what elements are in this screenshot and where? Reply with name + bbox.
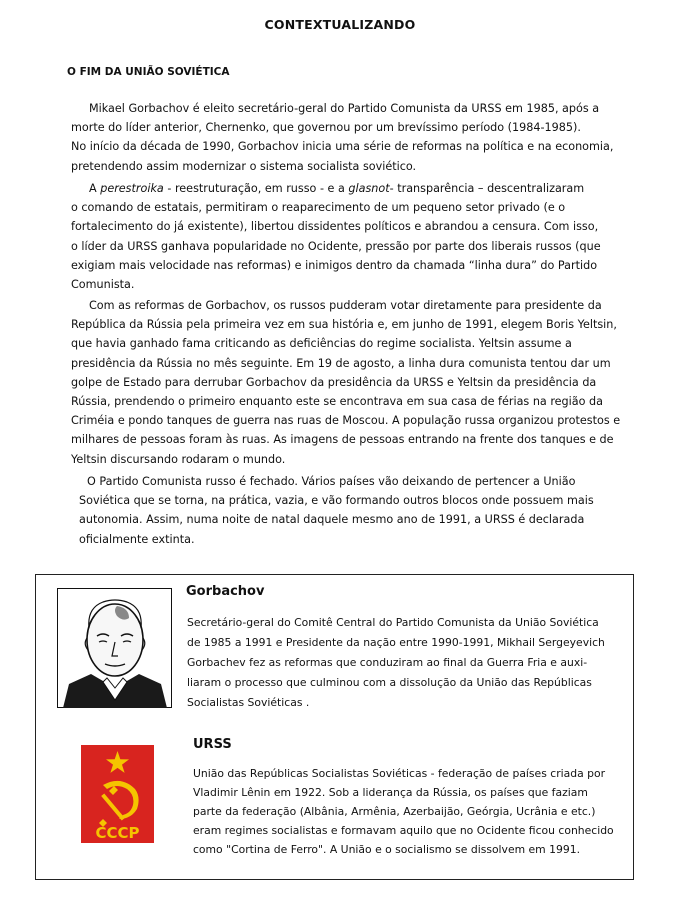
paragraph-1 <box>71 99 613 176</box>
paragraph-2 <box>71 179 601 294</box>
text-line: Soviética que se torna, na prática, vazia, e vão formando outros blocos onde possuem mais <box>79 494 594 508</box>
section-title: O FIM DA UNIÃO SOVIÉTICA <box>67 66 230 78</box>
text-line: Gorbachev fez as reformas que conduziram ao final da Guerra Fria e auxi- <box>187 656 588 669</box>
flag-text: CCCP <box>95 824 140 842</box>
ussr-flag <box>81 745 154 843</box>
gorbachov-heading: Gorbachov <box>186 584 265 599</box>
text-line: morte do líder anterior, Chernenko, que governou por um brevíssimo período (1984-1985). <box>71 121 581 135</box>
text-line: Secretário-geral do Comitê Central do Partido Comunista da União Soviética <box>187 616 599 629</box>
text-line: pretendendo assim modernizar o sistema socialista soviético. <box>71 159 417 173</box>
text-line: milhares de pessoas foram às ruas. As imagens de pessoas entrando na frente dos tanques e de <box>71 433 614 447</box>
text-line: de 1985 a 1991 e Presidente da nação entre 1990-1991, Mikhail Sergeyevich <box>187 636 605 649</box>
urss-heading: URSS <box>193 737 232 752</box>
text-line: presidência da Rússia no mês seguinte. Em 19 de agosto, a linha dura comunista tentou dar um <box>71 356 611 370</box>
text-line <box>71 179 601 198</box>
text-line: O Partido Comunista russo é fechado. Vários países vão deixando de pertencer a União <box>87 475 576 488</box>
text-line: Vladimir Lênin em 1922. Sob a liderança da Rússia, os países que faziam <box>193 786 588 799</box>
text-line: parte da federação (Albânia, Armênia, Azerbaijão, Geórgia, Ucrânia e etc.) <box>193 805 596 818</box>
gorbachov-portrait <box>57 588 172 708</box>
text-line: República da Rússia pela primeira vez em sua história e, em junho de 1991, elegem Boris Yeltsin, <box>71 318 617 332</box>
paragraph-3 <box>71 296 620 469</box>
text-line: golpe de Estado para derrubar Gorbachov da presidência da URSS e Yeltsin da presidência da <box>71 375 597 389</box>
text-line: liaram o processo que culminou com a dissolução da União das Repúblicas <box>187 676 592 689</box>
text-line: o comando de estatais, permitiram o reaparecimento de um pequeno setor privado (e o <box>71 201 566 215</box>
text-line: Mikael Gorbachov é eleito secretário-geral do Partido Comunista da URSS em 1985, após a <box>89 102 600 115</box>
text-fragment: A <box>89 182 101 195</box>
text-line: autonomia. Assim, numa noite de natal daquele mesmo ano de 1991, a URSS é declarada <box>79 513 585 527</box>
text-fragment: - reestruturação, em russo - e a <box>163 182 349 195</box>
text-line: oficialmente extinta. <box>79 532 195 546</box>
term-glasnot: glasnot <box>348 182 390 195</box>
text-line: como "Cortina de Ferro". A União e o socialismo se dissolvem em 1991. <box>193 843 581 856</box>
gorbachov-description <box>187 613 605 713</box>
page-title: CONTEXTUALIZANDO <box>264 17 416 32</box>
text-line: Yeltsin discursando rodaram o mundo. <box>71 452 286 466</box>
text-line: Comunista. <box>71 278 135 292</box>
text-line: Rússia, prendendo o primeiro enquanto este se encontrava em sua casa de férias na região da <box>71 395 603 409</box>
text-line: eram regimes socialistas e formavam aquilo que no Ocidente ficou conhecido <box>193 824 614 837</box>
text-line: Com as reformas de Gorbachov, os russos pudderam votar diretamente para presidente da <box>89 299 602 312</box>
text-line: o líder da URSS ganhava popularidade no Ocidente, pressão por parte dos liberais russos (que <box>71 239 601 253</box>
text-line: que havia ganhado fama criticando as deficiências do regime socialista. Yeltsin assume a <box>71 337 572 351</box>
urss-description <box>193 764 614 859</box>
text-fragment: - transparência – descentralizaram <box>389 182 585 195</box>
text-line: No início da década de 1990, Gorbachov inicia uma série de reformas na política e na economia, <box>71 140 614 154</box>
term-perestroika: perestroika <box>100 182 164 195</box>
text-line: Socialistas Soviéticas . <box>187 696 310 709</box>
paragraph-4 <box>79 472 594 549</box>
text-line: União das Repúblicas Socialistas Soviéticas - federação de países criada por <box>193 767 606 780</box>
text-line: fortalecimento do já existente), libertou dissidentes políticos e abrandou a censura. Com isso, <box>71 220 599 234</box>
text-line: exigiam mais velocidade nas reformas) e inimigos dentro da chamada “linha dura” do Partido <box>71 258 598 272</box>
text-line: Criméia e pondo tanques de guerra nas ruas de Moscou. A população russa organizou protestos e <box>71 414 621 428</box>
